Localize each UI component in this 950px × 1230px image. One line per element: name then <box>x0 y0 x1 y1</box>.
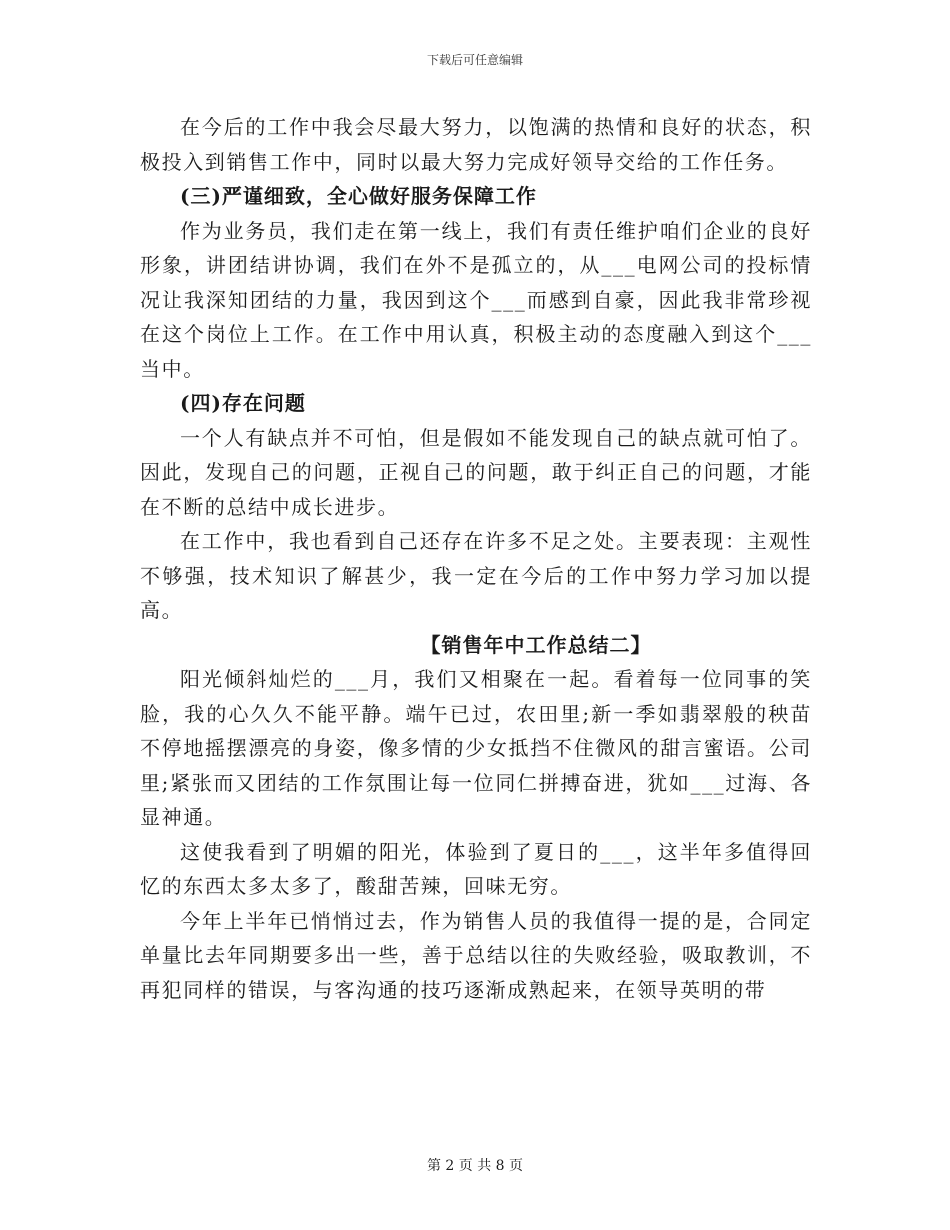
paragraph-shortcomings: 一个人有缺点并不可怕，但是假如不能发现自己的缺点就可怕了。因此，发现自己的问题，正视自己的问题，敢于纠正自己的问题，才能在不断的总结中成长进步。 <box>140 425 812 519</box>
paragraph-teamwork: 作为业务员，我们走在第一线上，我们有责任维护咱们企业的良好形象，讲团结讲协调，我们在外不是孤立的，从___电网公司的投标情况让我深知团结的力量，我因到这个___而感到自豪，因此我非常珍视在这个岗位上工作。在工作中用认真，积极主动的态度融入到这个___当中。 <box>140 218 812 381</box>
subheading-service-guarantee: (三)严谨细致，全心做好服务保障工作 <box>180 184 537 208</box>
page-header-note: 下载后可任意编辑 <box>426 53 523 67</box>
paragraph-work-commitment: 在今后的工作中我会尽最大努力，以饱满的热情和良好的状态，积极投入到销售工作中，同时以最大努力完成好领导交给的工作任务。 <box>140 115 812 174</box>
page-number-footer: 第 2 页 共 8 页 <box>426 1158 524 1174</box>
paragraph-improvement: 在工作中，我也看到自己还存在许多不足之处。主要表现：主观性不够强，技术知识了解甚少，我一定在今后的工作中努力学习加以提高。 <box>140 529 812 622</box>
document-body <box>140 110 812 1007</box>
paragraph-first-half-year: 今年上半年已悄悄过去，作为销售人员的我值得一提的是，合同定单量比去年同期要多出一些，善于总结以往的失败经验，吸取教训，不再犯同样的错误，与客沟通的技巧逐渐成熟起来，在领导英明的带 <box>140 908 812 1002</box>
paragraph-summer: 这使我看到了明媚的阳光，体验到了夏日的___，这半年多值得回忆的东西太多太多了，酸甜苦辣，回味无穷。 <box>140 839 812 898</box>
subheading-existing-problems: (四)存在问题 <box>180 391 306 415</box>
paragraph-sunshine: 阳光倾斜灿烂的___月，我们又相聚在一起。看着每一位同事的笑脸，我的心久久不能平静。端午已过，农田里;新一季如翡翠般的秧苗不停地摇摆漂亮的身姿，像多情的少女抵挡不住微风的甜言蜜语。公司里;紧张而又团结的工作氛围让每一位同仁拼搏奋进，犹如___过海、各显神通。 <box>140 667 812 829</box>
section-title-summary-two: 【销售年中工作总结二】 <box>420 632 652 657</box>
